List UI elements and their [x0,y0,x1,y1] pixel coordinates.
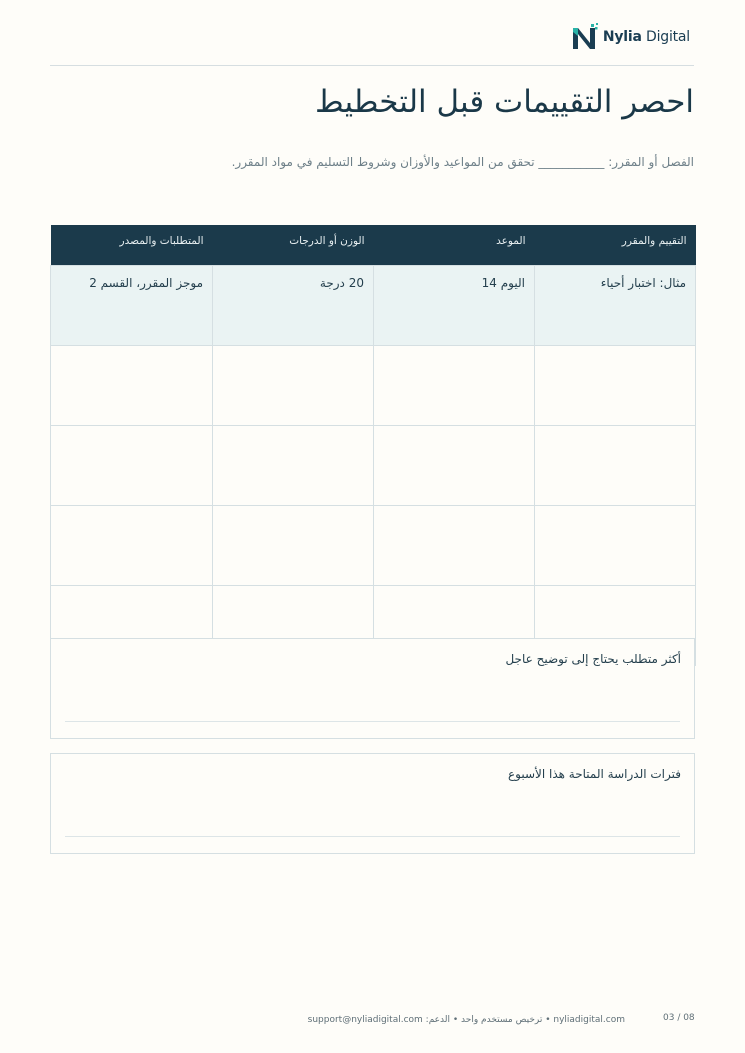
page-number: 03 / 08 [663,1013,695,1023]
table-row [51,346,696,426]
page-subtitle: الفصل أو المقرر: ___________ تحقق من المواعيد والأوزان وشروط التسليم في مواد المقرر. [231,155,694,169]
table-cell[interactable] [213,426,374,506]
column-header-requirements: المتطلبات والمصدر [51,225,213,266]
table-cell[interactable] [374,346,535,426]
page-header [50,0,694,66]
note-box-urgent-requirement [50,638,695,739]
table-row-example [51,266,696,346]
table-cell[interactable] [535,506,696,586]
note-write-line[interactable] [65,836,680,837]
footer-text: nyliadigital.com • ترخيص مستخدم واحد • الدعم: support@nyliadigital.com [307,1015,625,1025]
table-cell[interactable] [374,506,535,586]
table-cell[interactable] [535,346,696,426]
note-label: أكثر متطلب يحتاج إلى توضيح عاجل [505,652,681,666]
column-header-due-date: الموعد [374,225,535,266]
table-row [51,506,696,586]
table-cell[interactable] [535,426,696,506]
brand-logo [570,22,690,52]
table-cell[interactable]: مثال: اختبار أحياء [535,266,696,346]
table-cell[interactable]: 20 درجة [213,266,374,346]
table-cell[interactable] [51,346,213,426]
table-cell[interactable] [51,426,213,506]
table-cell[interactable]: موجز المقرر، القسم 2 [51,266,213,346]
brand-name: Nylia Digital [602,29,690,45]
table-cell[interactable] [374,426,535,506]
table-row [51,426,696,506]
nylia-logo-icon [570,22,600,52]
table-header-row [51,225,696,266]
table-cell[interactable] [213,506,374,586]
column-header-assessment: التقييم والمقرر [535,225,696,266]
column-header-weight: الوزن أو الدرجات [213,225,374,266]
table-cell[interactable]: اليوم 14 [374,266,535,346]
note-write-line[interactable] [65,721,680,722]
assessments-table [50,225,696,666]
table-cell[interactable] [213,346,374,426]
table-cell[interactable] [51,506,213,586]
note-label: فترات الدراسة المتاحة هذا الأسبوع [507,767,681,781]
page-title: احصر التقييمات قبل التخطيط [315,84,694,120]
note-box-study-periods [50,753,695,854]
